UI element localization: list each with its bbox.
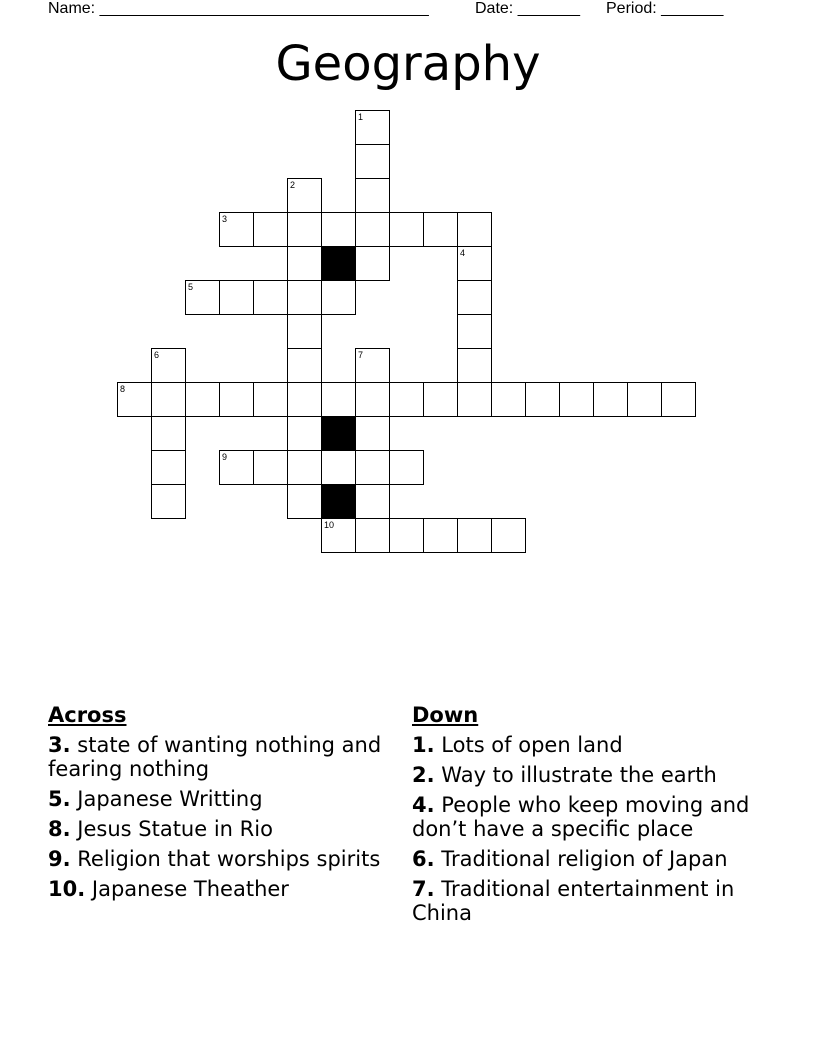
clue-number: 2. [412,763,435,787]
clue-text: Japanese Theather [91,877,289,901]
clue-number-label: 6 [154,350,160,360]
crossword-cell[interactable] [389,450,424,485]
crossword-cell[interactable] [253,382,288,417]
crossword-cell[interactable] [151,348,186,383]
crossword-cell[interactable] [525,382,560,417]
crossword-cell[interactable] [355,246,390,281]
down-clue-4 [412,793,782,841]
clue-number: 10. [48,877,86,901]
clue-text: Traditional religion of Japan [441,847,728,871]
crossword-cell[interactable] [151,450,186,485]
down-clue-6 [412,847,782,871]
across-clues [48,703,388,907]
crossword-cell[interactable] [287,416,322,451]
crossword-cell[interactable] [287,382,322,417]
clue-number: 3. [48,733,71,757]
crossword-cell[interactable] [287,450,322,485]
clue-text: Traditional entertainment in China [412,877,735,925]
clue-number: 4. [412,793,435,817]
crossword-cell[interactable] [423,518,458,553]
crossword-cell[interactable] [389,382,424,417]
crossword-cell[interactable] [287,178,322,213]
clue-text: Religion that worships spirits [77,847,381,871]
crossword-cell[interactable] [491,518,526,553]
crossword-cell[interactable] [185,382,220,417]
crossword-cell[interactable] [321,382,356,417]
crossword-cell[interactable] [219,212,254,247]
crossword-cell[interactable] [253,280,288,315]
crossword-cell[interactable] [661,382,696,417]
crossword-cell[interactable] [151,416,186,451]
clue-number: 8. [48,817,71,841]
name-field[interactable]: Name: _____________________________________ [48,0,429,17]
clue-number: 1. [412,733,435,757]
crossword-cell[interactable] [253,450,288,485]
crossword-cell[interactable] [389,518,424,553]
clue-number: 7. [412,877,435,901]
crossword-cell[interactable] [559,382,594,417]
crossword-cell[interactable] [389,212,424,247]
clue-text: Way to illustrate the earth [441,763,717,787]
across-clue-5 [48,787,388,811]
puzzle-title: Geography [275,36,541,92]
crossword-cell[interactable] [287,212,322,247]
black-cell [321,246,356,281]
crossword-cell[interactable] [117,382,152,417]
crossword-cell[interactable] [355,484,390,519]
crossword-cell[interactable] [457,280,492,315]
clue-number: 5. [48,787,71,811]
crossword-cell[interactable] [491,382,526,417]
clue-number-label: 4 [460,248,466,258]
crossword-cell[interactable] [355,110,390,145]
clue-number-label: 1 [358,112,364,122]
clue-number-label: 10 [324,520,335,530]
crossword-cell[interactable] [355,348,390,383]
crossword-cell[interactable] [457,348,492,383]
crossword-cell[interactable] [321,450,356,485]
date-field[interactable]: Date: _______ [475,0,580,17]
crossword-cell[interactable] [321,280,356,315]
across-clue-9 [48,847,388,871]
crossword-cell[interactable] [593,382,628,417]
crossword-cell[interactable] [219,382,254,417]
clue-text: People who keep moving and don’t have a specific place [412,793,750,841]
crossword-cell[interactable] [287,314,322,349]
crossword-cell[interactable] [321,212,356,247]
crossword-cell[interactable] [355,144,390,179]
crossword-cell[interactable] [355,178,390,213]
down-clues [412,703,782,931]
crossword-cell[interactable] [151,484,186,519]
clue-text: Japanese Writting [77,787,263,811]
black-cell [321,416,356,451]
down-clue-2 [412,763,782,787]
crossword-cell[interactable] [321,518,356,553]
clue-number-label: 5 [188,282,194,292]
black-cell [321,484,356,519]
crossword-cell[interactable] [423,212,458,247]
clue-text: state of wanting nothing and fearing nothing [48,733,382,781]
crossword-cell[interactable] [457,212,492,247]
clue-number-label: 2 [290,180,296,190]
crossword-cell[interactable] [287,484,322,519]
crossword-cell[interactable] [355,212,390,247]
clue-number-label: 3 [222,214,228,224]
crossword-cell[interactable] [151,382,186,417]
crossword-cell[interactable] [627,382,662,417]
period-field[interactable]: Period: _______ [606,0,724,17]
clue-number-label: 9 [222,452,228,462]
across-clue-10 [48,877,388,901]
clue-number-label: 7 [358,350,364,360]
crossword-cell[interactable] [355,416,390,451]
across-clue-3 [48,733,388,781]
crossword-cell[interactable] [219,450,254,485]
crossword-cell[interactable] [457,314,492,349]
crossword-cell[interactable] [355,382,390,417]
down-heading: Down [412,703,479,727]
down-clue-7 [412,877,782,925]
crossword-cell[interactable] [287,246,322,281]
crossword-cell[interactable] [457,382,492,417]
clue-text: Lots of open land [441,733,623,757]
clue-number: 6. [412,847,435,871]
clue-text: Jesus Statue in Rio [77,817,273,841]
crossword-cell[interactable] [457,246,492,281]
clue-number: 9. [48,847,71,871]
across-heading: Across [48,703,127,727]
crossword-cell[interactable] [423,382,458,417]
down-clue-1 [412,733,782,757]
crossword-cell[interactable] [287,280,322,315]
crossword-cell[interactable] [185,280,220,315]
crossword-cell[interactable] [457,518,492,553]
across-clue-8 [48,817,388,841]
crossword-cell[interactable] [253,212,288,247]
crossword-cell[interactable] [355,518,390,553]
crossword-cell[interactable] [219,280,254,315]
crossword-cell[interactable] [355,450,390,485]
clue-number-label: 8 [120,384,126,394]
crossword-cell[interactable] [287,348,322,383]
